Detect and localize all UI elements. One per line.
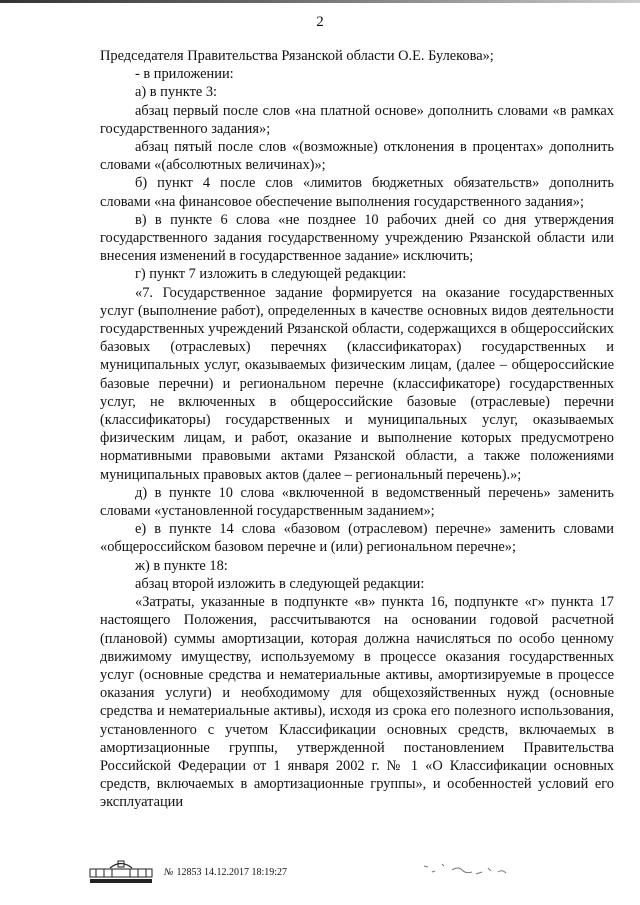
- paragraph: а) в пункте 3:: [135, 84, 218, 101]
- paragraph: Председателя Правительства Рязанской области О.Е. Булекова»;: [100, 48, 494, 64]
- registration-number-date: 12853 14.12.2017 18:19:27: [176, 866, 287, 878]
- handwritten-marks: [418, 858, 528, 884]
- registry-stamp-logo: [88, 859, 154, 885]
- registration-info: [164, 867, 287, 878]
- scan-edge-artifact: [0, 0, 640, 3]
- page-number: 2: [316, 14, 324, 30]
- paragraph: б) пункт 4 после слов «лимитов бюджетных обязательств» дополнить словами «на финансовое обеспечение выполнения государственного задания»;: [100, 175, 614, 210]
- paragraph: «7. Государственное задание формируется на оказание государственных услуг (выполнение работ), определенных в качестве основных видов деятельности государственных учреждений Рязанской области, содержащихся в общероссийских базовых (отраслевых) перечнях (классификаторах) государственных и муниципальных услуг, оказываемых физическим лицам, (далее – общероссийские базовые перечни) и региональном перечне (классификаторе) государственных услуг, не включенных в общероссийские базовые (отраслевые) перечни (классификаторы) государственных и муниципальных услуг, оказываемых физическим лицам, и работ, оказание и выполнение которых предусмотрено нормативными правовыми актами Рязанской области, а также положениями муниципальных правовых актов (далее – региональный перечень).»;: [100, 284, 614, 483]
- paragraph: абзац второй изложить в следующей редакции:: [135, 575, 425, 592]
- paragraph: г) пункт 7 изложить в следующей редакции:: [135, 266, 407, 283]
- paragraph: е) в пункте 14 слова «базовом (отраслевом) перечне» заменить словами «общероссийском базовом перечне и (или) региональном перечне»;: [100, 521, 614, 556]
- paragraph: в) в пункте 6 слова «не позднее 10 рабочих дней со дня утверждения государственного задания государственному учреждению Рязанской области или внесения изменений в государственное задание» исключить;: [100, 211, 614, 265]
- registration-mark: №: [164, 866, 174, 878]
- paragraph: абзац первый после слов «на платной основе» дополнить словами «в рамках государственного задания»;: [100, 102, 614, 137]
- document-footer: [88, 857, 287, 887]
- paragraph: абзац пятый после слов «(возможные) отклонения в процентах» дополнить словами «(абсолютных величинах)»;: [100, 139, 614, 174]
- paragraph: «Затраты, указанные в подпункте «в» пункта 16, подпункте «г» пункта 17 настоящего Положения, рассчитываются на основании годовой расчетной (плановой) суммы амортизации, которая должна начисляться по особо ценному движимому имуществу, используемому в процессе оказания государственных услуг (основные средства и нематериальные активы, амортизируемые в процессе оказания услуги) и необходимому для общехозяйственных нужд (основные средства и нематериальные активы), исходя из срока его полезного использования, установленного с учетом Классификации основных средств, включаемых в амортизационные группы, утвержденной постановлением Правительства Российской Федерации от 1 января 2002 г. № 1 «О Классификации основных средств, включаемых в амортизационные группы», и особенностей условий его эксплуатации: [100, 594, 614, 811]
- paragraph: д) в пункте 10 слова «включенной в ведомственный перечень» заменить словами «установленной государственным заданием»;: [100, 484, 614, 520]
- paragraph: - в приложении:: [135, 66, 234, 83]
- document-body: [100, 47, 614, 812]
- paragraph: ж) в пункте 18:: [135, 557, 228, 574]
